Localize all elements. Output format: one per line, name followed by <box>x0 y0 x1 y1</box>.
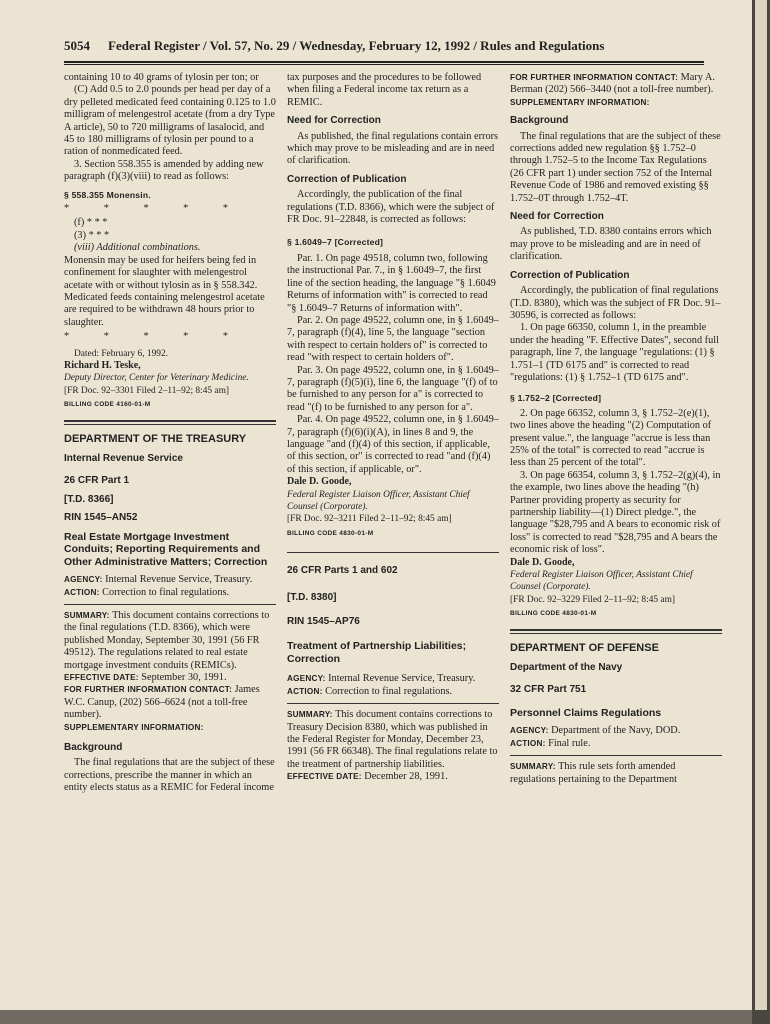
column-1 <box>64 72 276 795</box>
rule-title: Treatment of Partnership Liabilities; Correction <box>287 640 467 665</box>
column-2 <box>287 72 499 784</box>
summary-text: This document contains corrections to the final regulations (T.D. 8366), which were published Monday, September 30, 1991 (56 FR 49512). The regulations related to real estate mortgage investment conduits (REMICs). <box>64 609 270 671</box>
department-heading: DEPARTMENT OF DEFENSE <box>510 641 659 654</box>
paragraph: Par. 3. On page 49522, column one, in § 1.6049–7, paragraph (f)(5)(i), line 6, the language "(f) of to be furnished to any person for a" is corrected to read "(f) to be furnished to any person for a". <box>287 364 499 413</box>
summary-label: SUMMARY: <box>287 710 333 720</box>
action-label: ACTION: <box>287 686 323 696</box>
billing-code: BILLING CODE 4830-01-M <box>287 529 374 537</box>
section-heading: § 558.355 Monensin. <box>64 189 151 200</box>
ellipsis-stars: * * * * * <box>64 331 245 343</box>
paragraph: 2. On page 66352, column 3, § 1.752–2(e)(1), two lines above the heading "(2) Computation of present value.", the language "accrue is less than 25% of the total" is corrected to read "accrue is less than 25 percent of the total". <box>510 407 712 469</box>
effective-date-label: EFFECTIVE DATE: <box>64 672 139 682</box>
divider <box>64 604 276 605</box>
contact-label: FOR FURTHER INFORMATION CONTACT: <box>64 685 233 695</box>
paragraph: The final regulations that are the subject of these corrections, prescribe the manner in which an entity elects status as a REMIC for Federal income <box>64 757 275 794</box>
background-heading: Background <box>510 115 569 127</box>
department-heading: DEPARTMENT OF THE TREASURY <box>64 432 247 445</box>
agency-text: Internal Revenue Service, Treasury. <box>105 574 253 586</box>
divider <box>287 552 499 553</box>
rin-number: RIN 1545–AP76 <box>287 616 360 628</box>
header-rule-thin <box>64 64 704 65</box>
cfr-heading: 26 CFR Part 1 <box>64 475 130 487</box>
agency-heading: Department of the Navy <box>510 662 623 674</box>
section-heading: § 1.6049–7 [Corrected] <box>287 237 384 248</box>
summary-label: SUMMARY: <box>64 610 110 620</box>
agency-heading: Internal Revenue Service <box>64 452 183 464</box>
action-text: Correction to final regulations. <box>102 586 230 598</box>
next-page-edge <box>755 0 767 1010</box>
rule-title: Personnel Claims Regulations <box>510 706 662 719</box>
effective-date-text: December 28, 1991. <box>364 771 448 783</box>
divider <box>510 629 722 634</box>
paragraph: containing 10 to 40 grams of tylosin per ton; or <box>64 72 259 83</box>
background-heading: Background <box>64 741 123 753</box>
page-header <box>64 38 704 60</box>
summary-label: SUMMARY: <box>510 762 556 772</box>
billing-code: BILLING CODE 4160-01-M <box>64 401 151 409</box>
effective-date-label: EFFECTIVE DATE: <box>287 772 362 782</box>
effective-date-text: September 30, 1991. <box>141 671 227 683</box>
signer-name: Dale D. Goode, <box>510 556 575 568</box>
divider <box>287 703 499 704</box>
supplementary-label: SUPPLEMENTARY INFORMATION: <box>64 722 204 732</box>
signer-name: Dale D. Goode, <box>287 476 352 488</box>
divider <box>510 755 722 756</box>
correction-heading: Correction of Publication <box>287 173 407 185</box>
signer-title: Federal Register Liaison Officer, Assistant Chief Counsel (Corporate). <box>510 570 693 593</box>
action-label: ACTION: <box>510 738 546 748</box>
agency-text: Department of the Navy, DOD. <box>551 725 681 737</box>
signer-title: Federal Register Liaison Officer, Assistant Chief Counsel (Corporate). <box>287 489 470 512</box>
paragraph: (3) * * * <box>74 229 110 241</box>
summary-text: This document contains corrections to Treasury Decision 8380, which was published in the Federal Register for Monday, December 23, 1991 (56 FR 66348). The final regulations relate to the treatment of partnership liabilities. <box>287 709 498 770</box>
paragraph: Monensin may be used for heifers being fed in confinement for slaughter with melengestrol acetate with or without tylosin as in § 558.342. Medicated feeds containing melengestrol acetate are required to be withdrawn 48 hours prior to slaughter. <box>64 254 265 328</box>
agency-label: AGENCY: <box>287 674 326 684</box>
contact-text: James W.C. Canup, (202) 566–6624 (not a toll-free number). <box>64 684 260 721</box>
fr-doc: [FR Doc. 92–3229 Filed 2–11–92; 8:45 am] <box>510 594 676 605</box>
contact-label: FOR FURTHER INFORMATION CONTACT: <box>510 73 679 82</box>
paragraph: Accordingly, the publication of the final regulations (T.D. 8366), which were the subject of FR Doc. 91–22848, is corrected as follows: <box>287 189 495 226</box>
paragraph: Par. 4. On page 49522, column one, in § 1.6049–7, paragraph (f)(6)(i)(A), in lines 8 and 9, the language "and (f)(4) of this section, if applicable, of this section, or" is corrected to read "and (f)(4) of this section, if applicable, or". <box>287 414 499 475</box>
supplementary-label: SUPPLEMENTARY INFORMATION: <box>510 97 650 107</box>
paragraph: As published, T.D. 8380 contains errors which may prove to be misleading and are in need of clarification. <box>510 226 712 263</box>
header-rule <box>64 61 704 63</box>
section-heading: § 1.752–2 [Corrected] <box>510 393 602 404</box>
divider <box>64 420 276 425</box>
fr-doc: [FR Doc. 92–3211 Filed 2–11–92; 8:45 am] <box>287 514 452 525</box>
signer-name: Richard H. Teske, <box>64 359 141 371</box>
need-heading: Need for Correction <box>510 211 604 223</box>
ellipsis-stars: * * * * * <box>64 203 245 215</box>
billing-code: BILLING CODE 4830-01-M <box>510 610 597 618</box>
fr-doc: [FR Doc. 92–3301 Filed 2–11–92; 8:45 am] <box>64 385 230 396</box>
action-text: Correction to final regulations. <box>325 685 453 697</box>
paragraph: tax purposes and the procedures to be followed when filing a Federal income tax return as a REMIC. <box>287 72 482 108</box>
agency-label: AGENCY: <box>64 575 103 585</box>
rule-title: Real Estate Mortgage Investment Conduits; Reporting Requirements and Other Administrative Matters; Correction <box>64 530 268 568</box>
running-title: Federal Register / Vol. 57, No. 29 / Wednesday, February 12, 1992 / Rules and Regulations <box>108 38 605 53</box>
dated-line: Dated: February 6, 1992. <box>74 348 168 359</box>
action-text: Final rule. <box>548 737 591 749</box>
paragraph: Accordingly, the publication of final regulations (T.D. 8380), which was the subject of FR Doc. 91–30596, is corrected as follows: <box>510 285 721 321</box>
signer-title: Deputy Director, Center for Veterinary Medicine. <box>64 373 249 384</box>
page-number: 5054 <box>64 38 90 53</box>
paragraph: Par. 2. On page 49522, column one, in § 1.6049–7, paragraph (f)(4), line 5, the language "section with respect to certain holders of" is corrected to read "with respect to certain holders of". <box>287 314 499 364</box>
agency-text: Internal Revenue Service, Treasury. <box>328 673 476 685</box>
paragraph: (f) * * * <box>74 217 108 229</box>
td-number: [T.D. 8366] <box>64 493 114 505</box>
paragraph: 1. On page 66350, column 1, in the preamble under the heading "F. Effective Dates", second full paragraph, line 7, the language "regulations: (1) § 1.751–1 (TD 6175 and" is corrected to read "regulations: (1) § 1.752–1 (TD 6175 and". <box>510 322 719 383</box>
column-3 <box>510 72 722 786</box>
paragraph: (C) Add 0.5 to 2.0 pounds per head per day of a dry pelleted medicated feed containing 0.125 to 1.0 milligram of melengestrol acetate (from a dry Type A article), 50 to 720 milligrams of lasalocid, and 45 to 180 milligrams of tylosin per pound to a ration of nonmedicated feed. <box>64 84 276 158</box>
correction-heading: Correction of Publication <box>510 269 630 281</box>
paragraph-label: (viii) Additional combinations. <box>74 242 201 254</box>
summary-text: This rule sets forth amended regulations pertaining to the Department <box>510 761 677 785</box>
action-label: ACTION: <box>64 587 100 597</box>
agency-label: AGENCY: <box>510 726 549 736</box>
contact-text: Mary A. Berman (202) 566–3440 (not a toll-free number). <box>510 72 715 96</box>
paragraph: As published, the final regulations contain errors which may prove to be misleading and are in need of clarification. <box>287 130 499 167</box>
cfr-heading: 32 CFR Part 751 <box>510 684 587 696</box>
cfr-heading: 26 CFR Parts 1 and 602 <box>287 565 398 577</box>
td-number: [T.D. 8380] <box>287 591 337 603</box>
rin-number: RIN 1545–AN52 <box>64 512 138 524</box>
paragraph: 3. On page 66354, column 3, § 1.752–2(g)(4), in the example, two lines above the heading "(h) Partner providing property as security for partnership liability—(1) Direct pledge.", the language "$28,795 and A bears to economic risk of loss" is corrected to read "$28,795 and A bears the economic risk of loss". <box>510 469 721 556</box>
paragraph: Par. 1. On page 49518, column two, following the instructional Par. 7., in § 1.6049–7, the first line of the section heading, the language "§ 1.6049 Returns of information with" is corrected to read "§ 1.6049–7 Returns of information with". <box>287 252 496 314</box>
need-heading: Need for Correction <box>287 115 381 127</box>
paragraph: The final regulations that are the subject of these corrections added new regulation §§ 1.752–0 through 1.752–5 to the Income Tax Regulations (26 CFR part 1) under section 752 of the Internal Revenue Code of 1986 and removed existing §§ 1.752–0T through 1.752–4T. <box>510 130 721 204</box>
paragraph: 3. Section 558.355 is amended by adding new paragraph (f)(3)(viii) to read as follows: <box>64 158 264 183</box>
